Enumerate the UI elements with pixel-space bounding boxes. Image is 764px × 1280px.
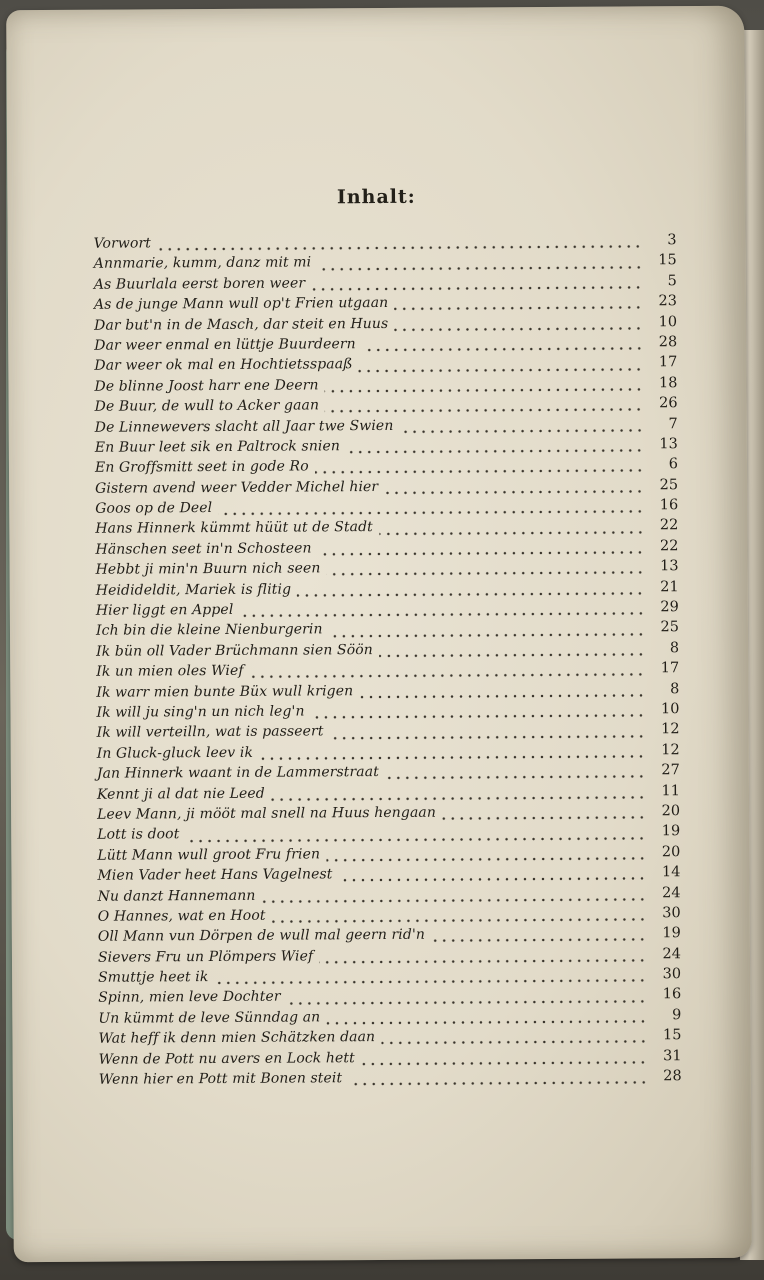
dot-leader <box>311 714 646 720</box>
dot-leader <box>261 897 646 903</box>
toc-entry-page-number: 26 <box>659 395 678 412</box>
toc-entry-page-number: 29 <box>660 599 679 616</box>
toc-entry-title: Hebbt ji min'n Buurn nich seen <box>95 560 321 578</box>
toc-entry-page-number: 20 <box>661 803 681 820</box>
toc-entry-title: Annmarie, kumm, danz mit mi <box>93 254 312 273</box>
toc-entry-page-number: 10 <box>660 701 680 718</box>
toc-entry-page-number: 12 <box>661 721 680 738</box>
dot-leader <box>362 347 644 353</box>
dot-leader <box>385 775 646 781</box>
toc-entry-page-number: 3 <box>667 232 677 249</box>
toc-entry-page-number: 15 <box>662 1027 682 1044</box>
toc-entry-title: De blinne Joost harr ene Deern <box>94 377 319 395</box>
toc-entry-title: Wenn de Pott nu avers en Lock hett <box>98 1049 355 1068</box>
toc-entry-page-number: 15 <box>658 252 677 269</box>
dot-leader <box>399 428 643 433</box>
toc-entry-title: Gistern avend weer Vedder Michel hier <box>95 478 379 497</box>
dot-leader <box>442 815 646 820</box>
toc-entry-page-number: 19 <box>662 925 681 942</box>
toc-entry-page-number: 21 <box>660 578 679 595</box>
table-of-contents <box>94 232 682 1092</box>
toc-entry-page-number: 13 <box>660 558 679 575</box>
dot-leader <box>326 856 646 862</box>
toc-entry-page-number: 7 <box>668 415 678 432</box>
dot-leader <box>287 999 648 1005</box>
toc-entry-page-number: 28 <box>658 334 678 351</box>
toc-entry-title: Vorwort <box>93 235 152 252</box>
toc-entry-page-number: 19 <box>661 823 681 840</box>
toc-entry-page-number: 16 <box>659 497 679 514</box>
dot-leader <box>348 1081 648 1087</box>
toc-entry-page-number: 24 <box>662 945 682 962</box>
dot-leader <box>218 510 644 517</box>
toc-entry-title: Jan Hinnerk waant in de Lammerstraat <box>96 764 379 782</box>
toc-entry-page-number: 28 <box>663 1068 682 1085</box>
toc-entry-title: Mien Vader heet Hans Vagelnest <box>97 866 333 884</box>
toc-entry-page-number: 23 <box>658 293 678 310</box>
toc-entry-title: Ik will verteilln, wat is passeert <box>96 723 324 742</box>
dot-leader <box>394 306 643 312</box>
toc-entry-page-number: 31 <box>663 1047 682 1064</box>
toc-entry-title: Un kümmt de leve Sünndag an <box>98 1009 321 1027</box>
toc-entry-title: Smuttje heet ik <box>98 969 209 986</box>
dot-leader <box>325 408 644 414</box>
toc-entry-title: Spinn, mien leve Dochter <box>98 989 281 1007</box>
toc-entry <box>99 1068 682 1092</box>
toc-entry-title: Hans Hinnerk kümmt hüüt ut de Stadt <box>95 519 373 538</box>
toc-entry-title: In Gluck-gluck leev ik <box>96 744 254 762</box>
toc-entry-title: En Groffsmitt seet in gode Ro <box>94 458 309 477</box>
toc-entry-title: As Buurlala eerst boren weer <box>93 275 306 293</box>
toc-entry-page-number: 22 <box>659 538 679 555</box>
dot-leader <box>239 612 644 618</box>
toc-entry-page-number: 30 <box>662 905 681 922</box>
dot-leader <box>359 367 644 373</box>
dot-leader <box>326 1019 647 1025</box>
dot-leader <box>250 673 646 679</box>
toc-entry-page-number: 25 <box>659 476 679 493</box>
dot-leader <box>325 387 644 393</box>
dot-leader <box>394 326 643 332</box>
toc-entry-title: Ik warr mien bunte Büx wull krigen <box>96 682 354 701</box>
toc-entry-title: Dar but'n in de Masch, dar steit en Huus <box>94 315 389 334</box>
toc-entry-title: Kennt ji al dat nie Leed <box>96 785 265 803</box>
toc-entry-page-number: 8 <box>670 680 680 697</box>
toc-entry-page-number: 10 <box>658 313 678 330</box>
toc-entry-page-number: 13 <box>659 436 678 453</box>
toc-entry-title: Ik un mien oles Wief <box>96 663 244 680</box>
dot-leader <box>431 938 647 943</box>
toc-entry-page-number: 11 <box>661 782 681 799</box>
toc-entry-page-number: 27 <box>661 762 680 779</box>
toc-entry-page-number: 16 <box>662 986 682 1003</box>
dot-leader <box>361 1060 648 1066</box>
dot-leader <box>185 836 646 843</box>
toc-entry-page-number: 18 <box>658 374 678 392</box>
toc-entry-title: Oll Mann vun Dörpen de wull mal geern rid'n <box>97 927 426 946</box>
dot-leader <box>271 795 646 801</box>
dot-leader <box>214 979 647 986</box>
dot-leader <box>259 754 646 760</box>
page-heading: Inhalt: <box>336 185 416 209</box>
dot-leader <box>330 734 646 740</box>
toc-entry-title: Dar weer ok mal en Hochtietsspaaß <box>94 356 353 375</box>
toc-entry-title: Ik will ju sing'n un nich leg'n <box>96 703 305 721</box>
dot-leader <box>359 693 645 699</box>
toc-entry-title: Ich bin die kleine Nienburgerin <box>95 621 323 640</box>
toc-entry-page-number: 14 <box>661 864 681 881</box>
dot-leader <box>297 591 645 597</box>
toc-entry-page-number: 22 <box>659 517 679 534</box>
dot-leader <box>381 1040 647 1046</box>
dot-leader <box>327 571 645 577</box>
toc-entry-title: Goos op de Deel <box>95 500 213 517</box>
toc-entry-title: En Buur leet sik en Paltrock snien <box>94 438 341 456</box>
dot-leader <box>339 877 647 883</box>
toc-entry-page-number: 17 <box>660 660 680 677</box>
dot-leader <box>319 958 647 964</box>
toc-entry-title: Dar weer enmal en lüttje Buurdeern <box>94 336 356 354</box>
dot-leader <box>379 530 644 536</box>
dot-leader <box>384 489 644 495</box>
dot-leader <box>318 550 645 556</box>
toc-entry-title: Ik bün oll Vader Brüchmann sien Söön <box>96 641 373 660</box>
book-page <box>6 6 752 1262</box>
toc-entry-page-number: 30 <box>662 966 682 983</box>
toc-entry-title: Lott is doot <box>97 826 180 844</box>
toc-entry-title: De Buur, de wull to Acker gaan <box>94 397 320 415</box>
toc-entry-title: Wat heff ik denn mien Schätzken daan <box>98 1029 376 1047</box>
dot-leader <box>315 469 644 475</box>
toc-entry-page-number: 12 <box>661 741 680 759</box>
toc-entry-page-number: 8 <box>669 639 680 657</box>
toc-entry-page-number: 6 <box>668 456 679 473</box>
toc-entry-title: O Hannes, wat en Hoot <box>97 907 266 925</box>
dot-leader <box>272 917 647 923</box>
toc-entry-page-number: 9 <box>672 1007 682 1024</box>
toc-entry-title: Leev Mann, ji mööt mal snell na Huus hengaan <box>97 804 436 823</box>
dot-leader <box>379 652 645 658</box>
toc-entry-page-number: 25 <box>660 619 680 636</box>
toc-entry-page-number: 17 <box>658 354 678 371</box>
toc-entry-title: Hänschen seet in'n Schosteen <box>95 540 312 558</box>
dot-leader <box>346 448 644 454</box>
toc-entry-title: Sievers Fru un Plömpers Wief <box>97 948 314 966</box>
toc-entry-title: As de junge Mann wull op't Frien utgaan <box>93 295 389 313</box>
toc-entry-title: De Linnewevers slacht all Jaar twe Swien <box>94 417 394 436</box>
dot-leader <box>329 632 645 638</box>
dot-leader <box>317 265 643 271</box>
toc-entry-title: Wenn hier en Pott mit Bonen steit <box>98 1070 343 1088</box>
toc-entry-title: Hier liggt en Appel <box>95 601 234 619</box>
toc-entry-page-number: 5 <box>667 272 677 290</box>
toc-entry-page-number: 24 <box>662 884 681 901</box>
dot-leader <box>157 245 643 252</box>
toc-entry-title: Heidideldit, Mariek is flitig <box>95 581 292 599</box>
toc-entry-title: Lütt Mann wull groot Fru frien <box>97 846 321 864</box>
toc-entry-page-number: 20 <box>661 843 681 860</box>
dot-leader <box>311 285 643 291</box>
toc-entry-title: Nu danzt Hannemann <box>97 887 256 905</box>
